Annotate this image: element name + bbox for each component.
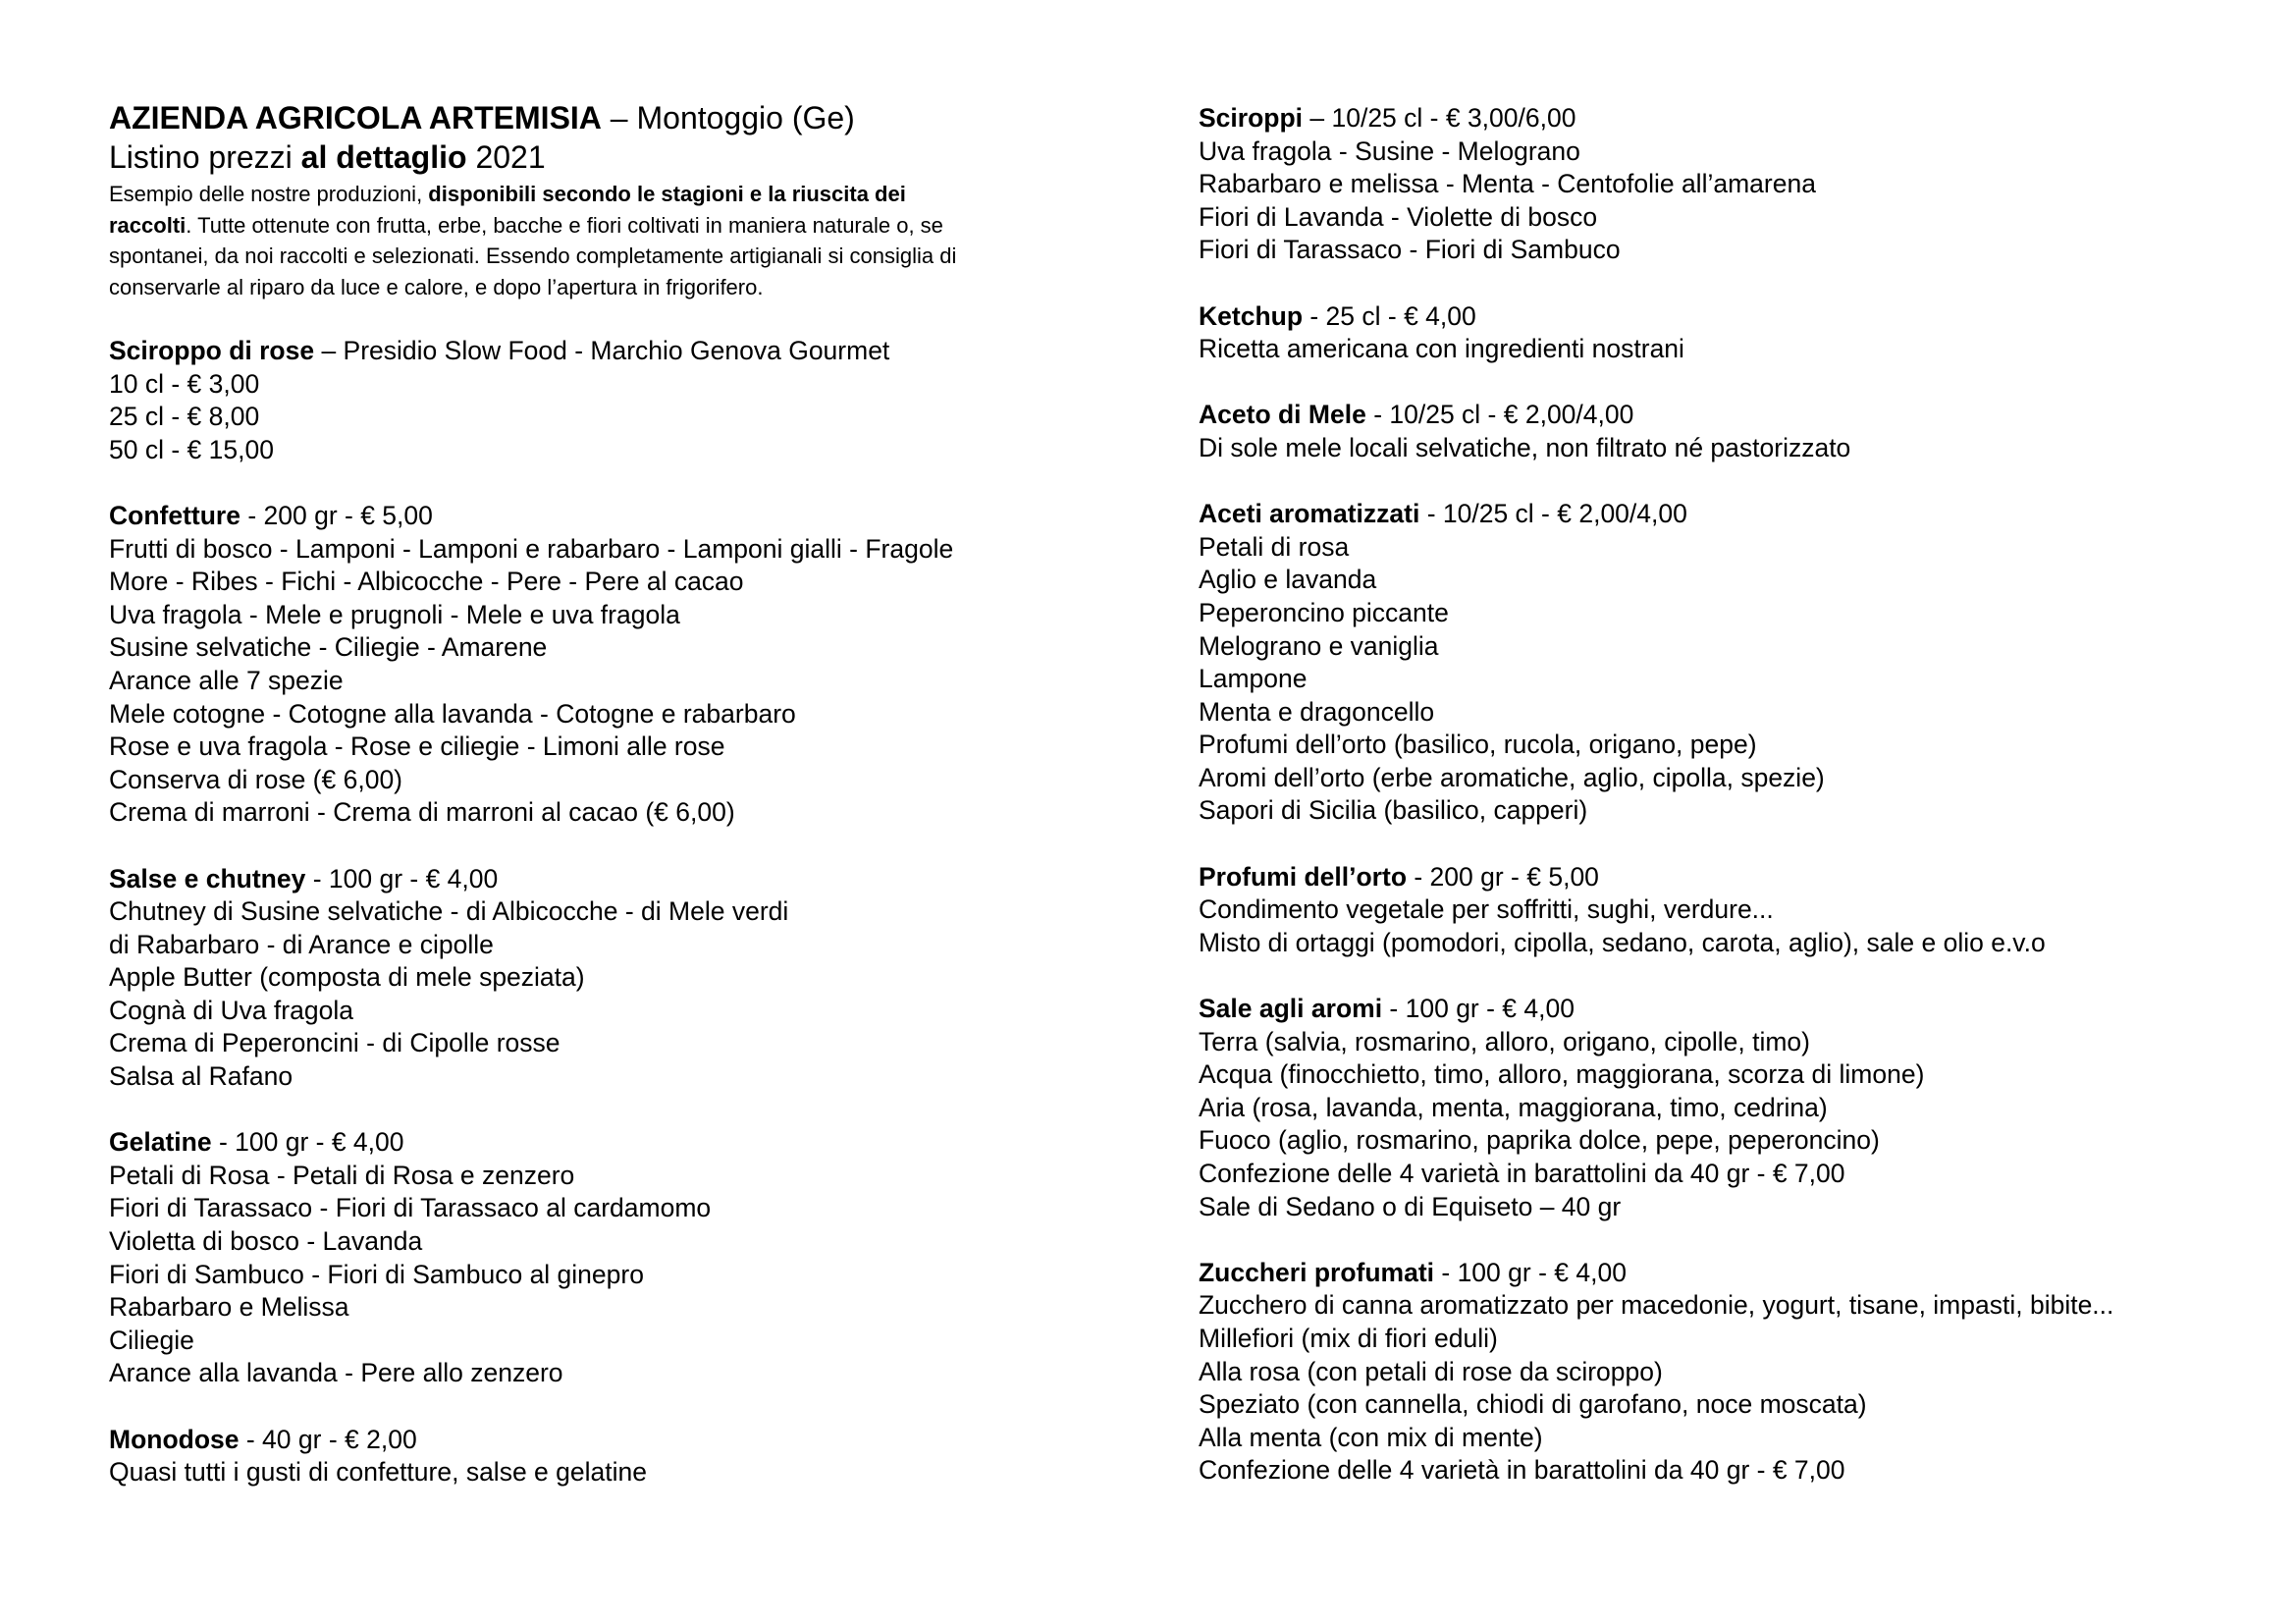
section-name: Ketchup	[1199, 300, 1303, 331]
section-price-detail: - 200 gr - € 5,00	[240, 500, 433, 530]
section-name: Profumi dell’orto	[1199, 861, 1407, 892]
product-line: 50 cl - € 15,00	[109, 434, 274, 464]
intro-text-c: spontanei, da noi raccolti e selezionati. Essendo completamente artigianali si consiglia di	[109, 244, 957, 268]
section-price-detail: - 10/25 cl - € 2,00/4,00	[1419, 499, 1687, 529]
product-line: Violetta di bosco - Lavanda	[109, 1226, 423, 1257]
section-price-detail: - 100 gr - € 4,00	[305, 863, 499, 893]
intro-text-d: conservarle al riparo da luce e calore, e dopo l’apertura in frigorifero.	[109, 274, 764, 299]
product-section-sciroppi	[1199, 102, 2269, 267]
product-line: Arance alle 7 spezie	[109, 665, 344, 695]
section-heading	[1199, 399, 2269, 432]
product-line: Condimento vegetale per soffritti, sughi, verdure...	[1199, 894, 1774, 925]
section-price-detail: - 200 gr - € 5,00	[1407, 861, 1599, 892]
intro-paragraph	[109, 179, 1130, 302]
product-line: Aromi dell’orto (erbe aromatiche, aglio, cipolla, spezie)	[1199, 762, 1825, 792]
document-subtitle	[109, 137, 1130, 177]
product-line: Fiori di Sambuco - Fiori di Sambuco al ginepro	[109, 1259, 644, 1289]
left-product-list	[109, 335, 1130, 1489]
intro-emphasis-2: raccolti	[109, 212, 187, 238]
product-line: Rose e uva fragola - Rose e ciliegie - Limoni alle rose	[109, 731, 725, 762]
section-heading	[1199, 498, 2269, 531]
section-price-detail: - 100 gr - € 4,00	[211, 1127, 404, 1158]
company-location: – Montoggio (Ge)	[601, 100, 855, 135]
product-line: Fiori di Tarassaco - Fiori di Tarassaco al cardamomo	[109, 1193, 712, 1223]
product-line: di Rabarbaro - di Arance e cipolle	[109, 929, 494, 959]
product-line: Melograno e vaniglia	[1199, 630, 1439, 661]
product-line: Fuoco (aglio, rosmarino, paprika dolce, pepe, peperoncino)	[1199, 1125, 1880, 1156]
subtitle-emphasis: al dettaglio	[300, 139, 467, 175]
product-line: Susine selvatiche - Ciliegie - Amarene	[109, 632, 548, 663]
product-line: Confezione delle 4 varietà in barattolini da 40 gr - € 7,00	[1199, 1159, 1845, 1188]
section-heading	[109, 500, 1130, 533]
product-line: Apple Butter (composta di mele speziata)	[109, 962, 585, 993]
section-price-detail: - 100 gr - € 4,00	[1382, 994, 1575, 1024]
product-line: Profumi dell’orto (basilico, rucola, origano, pepe)	[1199, 730, 1757, 760]
company-name: AZIENDA AGRICOLA ARTEMISIA	[109, 100, 602, 135]
product-section-sale-agli-aromi	[1199, 993, 2269, 1223]
section-price-detail: - 100 gr - € 4,00	[1434, 1257, 1627, 1287]
section-name: Aceti aromatizzati	[1199, 499, 1420, 529]
subtitle-prefix: Listino prezzi	[109, 139, 301, 175]
document-title	[109, 98, 1130, 137]
product-line: Mele cotogne - Cotogne alla lavanda - Cotogne e rabarbaro	[109, 698, 796, 729]
product-line: Peperoncino piccante	[1199, 597, 1449, 627]
product-line: Rabarbaro e melissa - Menta - Centofolie all’amarena	[1199, 169, 1816, 199]
section-name: Gelatine	[109, 1127, 212, 1158]
section-name: Sale agli aromi	[1199, 994, 1383, 1024]
product-line: Uva fragola - Mele e prugnoli - Mele e uva fragola	[109, 599, 680, 629]
section-heading	[1199, 300, 2269, 334]
section-price-detail: – Presidio Slow Food - Marchio Genova Gourmet	[314, 336, 890, 365]
product-line: Quasi tutti i gusti di confetture, salse e gelatine	[109, 1457, 647, 1488]
product-line: 25 cl - € 8,00	[109, 402, 260, 432]
product-line: Confezione delle 4 varietà in barattolini da 40 gr - € 7,00	[1199, 1455, 1845, 1486]
product-line: Crema di marroni - Crema di marroni al cacao (€ 6,00)	[109, 797, 735, 828]
product-line: Crema di Peperoncini - di Cipolle rosse	[109, 1028, 561, 1058]
product-section-monodose	[109, 1424, 1130, 1489]
product-line: Terra (salvia, rosmarino, alloro, origano, cipolle, timo)	[1199, 1026, 1810, 1056]
product-section-confetture	[109, 500, 1130, 830]
product-line: Ciliegie	[109, 1325, 194, 1355]
subtitle-year: 2021	[466, 139, 546, 175]
section-name: Sciroppo di rose	[109, 336, 315, 365]
product-section-salse-e-chutney	[109, 863, 1130, 1094]
product-line: Ricetta americana con ingredienti nostrani	[1199, 334, 1684, 364]
section-heading	[1199, 993, 2269, 1026]
product-line: Rabarbaro e Melissa	[109, 1292, 349, 1323]
section-price-detail: - 40 gr - € 2,00	[239, 1424, 417, 1454]
product-line: Speziato (con cannella, chiodi di garofano, noce moscata)	[1199, 1389, 1867, 1420]
product-section-sciroppo-di-rose	[109, 335, 1130, 466]
product-line: Sapori di Sicilia (basilico, capperi)	[1199, 795, 1588, 826]
product-line: Cognà di Uva fragola	[109, 995, 353, 1025]
product-line: Acqua (finocchietto, timo, alloro, maggiorana, scorza di limone)	[1199, 1059, 1925, 1090]
product-section-aceti-aromatizzati	[1199, 498, 2269, 828]
product-line: Arance alla lavanda - Pere allo zenzero	[109, 1358, 563, 1388]
product-line: Aglio e lavanda	[1199, 565, 1377, 595]
product-section-zuccheri-profumati	[1199, 1257, 2269, 1488]
section-heading	[109, 863, 1130, 896]
product-section-gelatine	[109, 1126, 1130, 1390]
product-line: Misto di ortaggi (pomodori, cipolla, sedano, carota, aglio), sale e olio e.v.o	[1199, 927, 2046, 957]
product-line: Lampone	[1199, 664, 1308, 694]
section-heading	[1199, 102, 2269, 135]
product-line: More - Ribes - Fichi - Albicocche - Pere - Pere al cacao	[109, 567, 744, 597]
product-line: Zucchero di canna aromatizzato per macedonie, yogurt, tisane, impasti, bibite...	[1199, 1290, 2114, 1321]
product-line: Fiori di Tarassaco - Fiori di Sambuco	[1199, 235, 1621, 265]
product-line: Conserva di rose (€ 6,00)	[109, 764, 403, 794]
section-price-detail: – 10/25 cl - € 3,00/6,00	[1303, 103, 1576, 133]
product-line: Chutney di Susine selvatiche - di Albicocche - di Mele verdi	[109, 896, 789, 927]
section-name: Aceto di Mele	[1199, 400, 1366, 430]
product-line: Petali di rosa	[1199, 531, 1350, 562]
product-line: Alla rosa (con petali di rose da sciroppo)	[1199, 1356, 1663, 1386]
product-section-ketchup	[1199, 300, 2269, 366]
intro-emphasis-1: disponibili secondo le stagioni e la riuscita dei	[428, 182, 906, 206]
product-section-aceto-di-mele	[1199, 399, 2269, 464]
product-line: Petali di Rosa - Petali di Rosa e zenzero	[109, 1160, 575, 1190]
intro-text-b: . Tutte ottenute con frutta, erbe, bacche e fiori coltivati in maniera naturale o, se	[186, 212, 943, 238]
product-line: Salsa al Rafano	[109, 1061, 294, 1092]
section-price-detail: - 25 cl - € 4,00	[1303, 300, 1476, 331]
section-name: Sciroppi	[1199, 103, 1304, 133]
section-price-detail: - 10/25 cl - € 2,00/4,00	[1365, 400, 1634, 430]
right-product-list	[1199, 102, 2269, 1488]
product-line: Menta e dragoncello	[1199, 696, 1435, 727]
intro-text-a: Esempio delle nostre produzioni,	[109, 182, 429, 206]
product-line: Uva fragola - Susine - Melograno	[1199, 135, 1580, 166]
product-line: Millefiori (mix di fiori eduli)	[1199, 1323, 1498, 1353]
product-line: Sale di Sedano o di Equiseto – 40 gr	[1199, 1191, 1622, 1221]
product-line: Aria (rosa, lavanda, menta, maggiorana, timo, cedrina)	[1199, 1092, 1828, 1122]
section-name: Confetture	[109, 500, 240, 530]
product-line: Di sole mele locali selvatiche, non filtrato né pastorizzato	[1199, 432, 1851, 462]
section-heading	[109, 335, 1130, 368]
product-line: Alla menta (con mix di mente)	[1199, 1422, 1543, 1452]
product-line: Fiori di Lavanda - Violette di bosco	[1199, 201, 1598, 232]
section-heading	[109, 1424, 1130, 1457]
section-heading	[1199, 1257, 2269, 1290]
section-name: Salse e chutney	[109, 863, 306, 893]
section-name: Zuccheri profumati	[1199, 1257, 1435, 1287]
product-line: 10 cl - € 3,00	[109, 368, 260, 399]
section-name: Monodose	[109, 1424, 240, 1454]
product-section-profumi-dell-orto	[1199, 861, 2269, 960]
right-column	[1199, 102, 2269, 1488]
section-heading	[1199, 861, 2269, 894]
section-heading	[109, 1126, 1130, 1160]
left-column	[109, 98, 1130, 1489]
product-line: Frutti di bosco - Lamponi - Lamponi e rabarbaro - Lamponi gialli - Fragole	[109, 533, 954, 564]
